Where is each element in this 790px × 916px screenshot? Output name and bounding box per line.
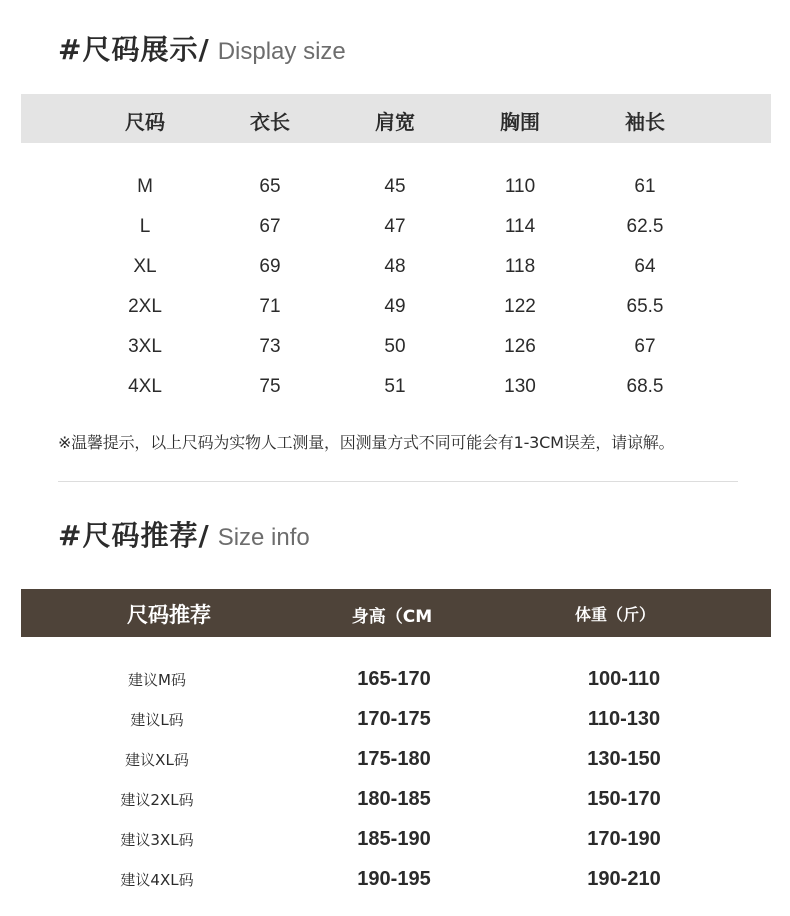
table-row [0,820,790,860]
size-table-header [21,94,771,143]
cell-length: 65 [259,176,281,197]
header-recommend: 尺码推荐 [127,603,211,627]
display-size-title [58,28,346,68]
cell-size: 4XL [128,376,162,397]
table-row [0,660,790,700]
cell-sleeve: 64 [634,256,656,277]
cell-sleeve: 65.5 [626,296,664,317]
header-size: 尺码 [125,110,165,134]
header-height: 身高（CM [351,607,433,627]
cell-chest: 122 [504,296,536,317]
header-length: 衣长 [250,110,290,134]
table-row [0,368,790,408]
cell-length: 73 [259,336,281,357]
size-info-title [58,514,310,554]
cell-weight: 130-150 [587,748,661,770]
cell-weight: 110-130 [587,708,661,730]
cell-chest: 110 [504,176,536,197]
cell-recommend: 建议L码 [130,711,184,729]
section-divider [58,481,738,482]
display-size-title-en: Display size [217,38,346,65]
table-row [0,700,790,740]
cell-shoulder: 45 [384,176,406,197]
cell-size: L [139,216,151,237]
cell-shoulder: 49 [384,296,406,317]
cell-weight: 170-190 [587,828,661,850]
table-row [0,168,790,208]
cell-chest: 126 [504,336,536,357]
header-shoulder: 肩宽 [375,110,415,134]
cell-chest: 114 [504,216,536,237]
cell-height: 175-180 [357,748,431,770]
cell-height: 190-195 [357,868,431,890]
cell-sleeve: 62.5 [626,216,664,237]
cell-recommend: 建议3XL码 [120,831,194,849]
cell-chest: 118 [504,256,536,277]
table-row [0,860,790,900]
table-row [0,208,790,248]
cell-height: 165-170 [357,668,431,690]
recommendation-table-body [0,660,790,900]
cell-height: 170-175 [357,708,431,730]
display-size-title-cn: #尺码展示/ [58,33,210,66]
cell-height: 185-190 [357,828,431,850]
cell-weight: 100-110 [587,668,661,690]
header-sleeve: 袖长 [625,110,665,134]
measurement-note: ※温馨提示，以上尺码为实物人工测量，因测量方式不同可能会有1-3CM误差，请谅解。 [58,433,675,452]
cell-weight: 150-170 [587,788,661,810]
cell-sleeve: 61 [634,176,656,197]
cell-size: XL [133,256,157,277]
table-row [0,248,790,288]
recommendation-table-header [21,589,771,637]
table-row [0,328,790,368]
cell-height: 180-185 [357,788,431,810]
table-row [0,780,790,820]
cell-length: 75 [259,376,281,397]
cell-sleeve: 67 [634,336,656,357]
cell-recommend: 建议4XL码 [120,871,194,889]
cell-shoulder: 48 [384,256,406,277]
cell-shoulder: 47 [384,216,406,237]
cell-size: M [137,176,153,197]
cell-length: 67 [259,216,281,237]
header-weight: 体重（斤） [574,605,656,624]
cell-recommend: 建议M码 [128,671,186,689]
cell-length: 71 [259,296,281,317]
cell-length: 69 [259,256,281,277]
cell-recommend: 建议XL码 [125,751,189,769]
cell-size: 3XL [128,336,162,357]
size-info-title-en: Size info [217,524,310,551]
cell-chest: 130 [504,376,536,397]
cell-sleeve: 68.5 [626,376,664,397]
table-row [0,740,790,780]
header-chest: 胸围 [500,110,540,134]
cell-recommend: 建议2XL码 [120,791,194,809]
cell-shoulder: 50 [384,336,406,357]
size-info-title-cn: #尺码推荐/ [58,519,210,552]
table-row [0,288,790,328]
size-table-body [0,168,790,408]
cell-shoulder: 51 [384,376,406,397]
cell-size: 2XL [128,296,162,317]
cell-weight: 190-210 [587,868,661,890]
